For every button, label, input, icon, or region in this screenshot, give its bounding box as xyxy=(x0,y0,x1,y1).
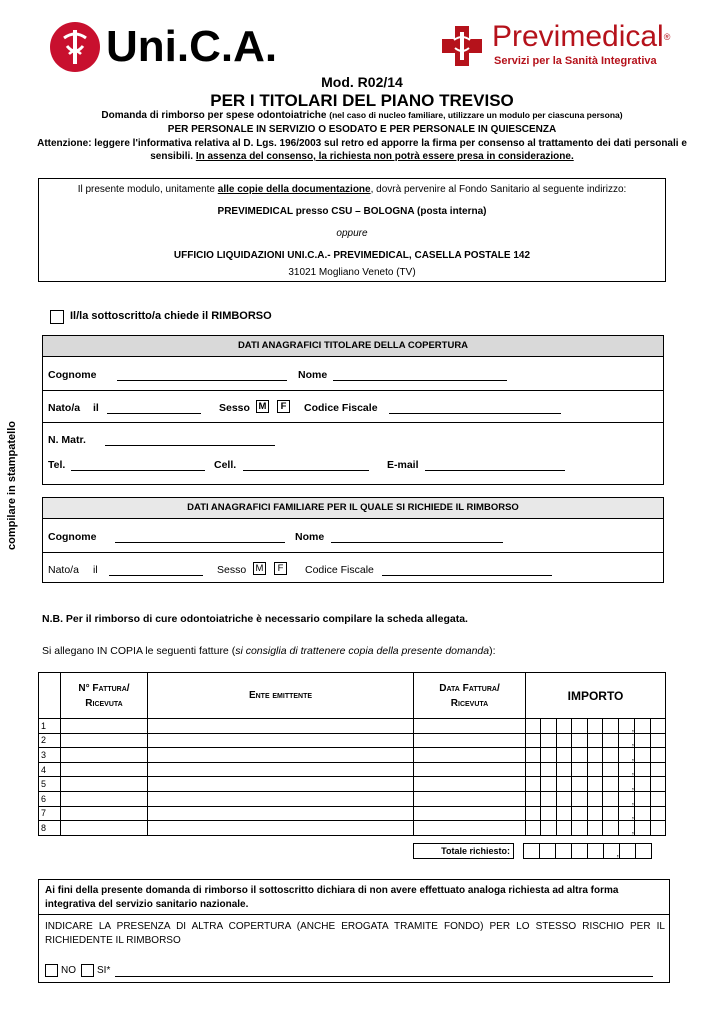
table-row xyxy=(39,762,666,777)
family-sex-m-box[interactable]: M xyxy=(253,562,266,575)
amount-digit[interactable] xyxy=(572,719,587,734)
holder-matr-field[interactable] xyxy=(105,445,275,446)
address-box xyxy=(38,178,666,282)
invoice-number-cell[interactable] xyxy=(61,748,148,763)
page-title: PER I TITOLARI DEL PIANO TREVISO xyxy=(210,91,514,110)
amount-digit[interactable] xyxy=(526,719,541,734)
amount-digit[interactable] xyxy=(603,806,618,821)
amount-digit[interactable] xyxy=(541,733,556,748)
amount-digit[interactable] xyxy=(603,733,618,748)
total-digit[interactable] xyxy=(540,844,556,859)
privacy-warning: Attenzione: leggere l'informativa relativa al D. Lgs. 196/2003 sul retro ed apporre la firma per consenso al trattamento dei dati personali e sensibili. In assenza del consenso, la richiesta non potrà essere presa in considerazione. xyxy=(37,138,687,162)
amount-digit[interactable] xyxy=(541,821,556,836)
invoice-date-cell[interactable] xyxy=(414,777,526,792)
amount-digit[interactable] xyxy=(526,806,541,821)
amount-digit[interactable] xyxy=(587,777,602,792)
other-coverage-text: INDICARE LA PRESENZA DI ALTRA COPERTURA (ANCHE EROGATA TRAMITE FONDO) PER LO STESSO RISCHIO PER IL RICHIEDENTE IL RIMBORSO xyxy=(45,921,665,946)
holder-tel-label: Tel. xyxy=(48,459,66,471)
invoice-date-cell[interactable] xyxy=(414,748,526,763)
total-digit[interactable] xyxy=(588,844,604,859)
ente-cell[interactable] xyxy=(148,821,414,836)
family-sesso-label: Sesso xyxy=(217,564,247,576)
table-row xyxy=(39,777,666,792)
amount-digit[interactable] xyxy=(635,806,650,821)
table-row xyxy=(39,821,666,836)
table-row xyxy=(39,791,666,806)
family-sex-f-box[interactable]: F xyxy=(274,562,287,575)
holder-cf-label: Codice Fiscale xyxy=(304,402,378,414)
invoice-number-cell[interactable] xyxy=(61,821,148,836)
invoice-date-cell[interactable] xyxy=(414,821,526,836)
address-intro: Il presente modulo, unitamente alle copie della documentazione, dovrà pervenire al Fondo Sanitario al seguente indirizzo: xyxy=(77,184,627,195)
amount-digit[interactable] xyxy=(650,821,665,836)
amount-comma: , xyxy=(618,733,634,748)
amount-digit[interactable] xyxy=(587,719,602,734)
amount-comma: , xyxy=(618,777,634,792)
holder-cognome-field[interactable] xyxy=(117,380,287,381)
family-nome-field[interactable] xyxy=(331,542,503,543)
ente-cell[interactable] xyxy=(148,806,414,821)
amount-digit[interactable] xyxy=(635,821,650,836)
module-code: Mod. R02/14 xyxy=(321,74,403,90)
holder-nome-field[interactable] xyxy=(333,380,507,381)
previmedical-logo xyxy=(442,20,682,72)
amount-digit[interactable] xyxy=(556,719,571,734)
subtitle-personnel: PER PERSONALE IN SERVIZIO O ESODATO E PER PERSONALE IN QUIESCENZA xyxy=(167,124,557,135)
ente-cell[interactable] xyxy=(148,762,414,777)
amount-digit[interactable] xyxy=(635,777,650,792)
amount-digit[interactable] xyxy=(635,791,650,806)
amount-digit[interactable] xyxy=(587,791,602,806)
family-section xyxy=(42,497,664,583)
holder-tel-field[interactable] xyxy=(71,470,205,471)
caduceus-icon xyxy=(50,22,100,72)
amount-digit[interactable] xyxy=(572,748,587,763)
ente-cell[interactable] xyxy=(148,791,414,806)
amount-digit[interactable] xyxy=(603,748,618,763)
amount-digit[interactable] xyxy=(541,791,556,806)
total-decimal[interactable] xyxy=(620,844,636,859)
row-number: 3 xyxy=(39,748,61,763)
vertical-stampatello-label: compilare in stampatello xyxy=(6,421,18,550)
row-number: 8 xyxy=(39,821,61,836)
amount-digit[interactable] xyxy=(603,719,618,734)
amount-digit[interactable] xyxy=(572,733,587,748)
holder-email-label: E-mail xyxy=(387,459,419,471)
holder-nome-label: Nome xyxy=(298,369,328,381)
amount-digit[interactable] xyxy=(650,748,665,763)
amount-digit[interactable] xyxy=(587,762,602,777)
si-details-field[interactable] xyxy=(115,976,653,977)
amount-digit[interactable] xyxy=(650,806,665,821)
holder-sex-f-box[interactable]: F xyxy=(277,400,290,413)
invoice-date-cell[interactable] xyxy=(414,719,526,734)
amount-digit[interactable] xyxy=(556,791,571,806)
total-decimal[interactable] xyxy=(636,844,652,859)
amount-digit[interactable] xyxy=(572,806,587,821)
amount-digit[interactable] xyxy=(635,748,650,763)
family-cognome-field[interactable] xyxy=(115,542,285,543)
family-birthdate-field[interactable] xyxy=(109,575,203,576)
invoice-number-cell[interactable] xyxy=(61,777,148,792)
amount-digit[interactable] xyxy=(556,821,571,836)
amount-digit[interactable] xyxy=(603,777,618,792)
amount-digit[interactable] xyxy=(556,806,571,821)
amount-digit[interactable] xyxy=(526,748,541,763)
holder-email-field[interactable] xyxy=(425,470,565,471)
amount-digit[interactable] xyxy=(572,821,587,836)
holder-cf-field[interactable] xyxy=(389,413,561,414)
amount-digit[interactable] xyxy=(635,733,650,748)
row-number: 6 xyxy=(39,791,61,806)
declaration-box xyxy=(38,879,670,983)
amount-digit[interactable] xyxy=(603,821,618,836)
total-digit[interactable] xyxy=(524,844,540,859)
subtitle-request: Domanda di rimborso per spese odontoiatriche (nel caso di nucleo familiare, utilizzare un modulo per ciascuna persona) xyxy=(101,110,623,121)
invoice-number-cell[interactable] xyxy=(61,719,148,734)
family-il-label: il xyxy=(93,564,98,576)
family-cf-field[interactable] xyxy=(382,575,552,576)
rimborso-checkbox[interactable] xyxy=(50,310,64,324)
address-city: 31021 Mogliano Veneto (TV) xyxy=(288,267,416,278)
address-ufficio: UFFICIO LIQUIDAZIONI UNI.C.A.- PREVIMEDICAL, CASELLA POSTALE 142 xyxy=(173,250,531,261)
amount-digit[interactable] xyxy=(526,821,541,836)
amount-digit[interactable] xyxy=(541,762,556,777)
ente-cell[interactable] xyxy=(148,719,414,734)
amount-digit[interactable] xyxy=(526,791,541,806)
amount-digit[interactable] xyxy=(556,733,571,748)
col-importo: IMPORTO xyxy=(526,673,666,719)
holder-matr-label: N. Matr. xyxy=(48,434,86,446)
table-row xyxy=(39,733,666,748)
family-section-title: DATI ANAGRAFICI FAMILIARE PER IL QUALE SI RICHIEDE IL RIMBORSO xyxy=(43,498,663,518)
table-row xyxy=(39,806,666,821)
holder-nato-label: Nato/a xyxy=(48,402,81,414)
amount-digit[interactable] xyxy=(603,791,618,806)
col-invoice-date: Data Fattura/ Ricevuta xyxy=(414,673,526,719)
holder-sex-m-box[interactable]: M xyxy=(256,400,269,413)
row-number: 4 xyxy=(39,762,61,777)
invoice-number-cell[interactable] xyxy=(61,733,148,748)
address-oppure: oppure xyxy=(336,228,368,239)
holder-birthdate-field[interactable] xyxy=(107,413,201,414)
ente-cell[interactable] xyxy=(148,748,414,763)
amount-digit[interactable] xyxy=(587,806,602,821)
row-number: 7 xyxy=(39,806,61,821)
total-digit[interactable] xyxy=(556,844,572,859)
amount-digit[interactable] xyxy=(572,777,587,792)
holder-section xyxy=(42,335,664,485)
invoice-number-cell[interactable] xyxy=(61,762,148,777)
amount-digit[interactable] xyxy=(587,821,602,836)
family-nato-label: Nato/a xyxy=(48,564,79,576)
previmedical-cross-icon xyxy=(442,26,482,66)
table-row xyxy=(39,719,666,734)
row-number: 1 xyxy=(39,719,61,734)
total-comma: , xyxy=(604,844,620,859)
amount-digit[interactable] xyxy=(650,733,665,748)
amount-comma: , xyxy=(618,791,634,806)
amount-digit[interactable] xyxy=(572,762,587,777)
declaration-text: Ai fini della presente domanda di rimborso il sottoscritto dichiara di non avere effettuato analoga richiesta ad altra forma integrativa del servizio sanitario nazionale. xyxy=(45,885,619,910)
col-invoice-number: N° Fattura/ Ricevuta xyxy=(61,673,148,719)
ente-cell[interactable] xyxy=(148,733,414,748)
row-number: 5 xyxy=(39,777,61,792)
amount-comma: , xyxy=(618,821,634,836)
unica-wordmark: Uni.C.A. xyxy=(106,22,278,71)
holder-sesso-label: Sesso xyxy=(219,402,250,414)
amount-digit[interactable] xyxy=(556,777,571,792)
amount-digit[interactable] xyxy=(650,762,665,777)
amount-comma: , xyxy=(618,719,634,734)
invoice-date-cell[interactable] xyxy=(414,791,526,806)
amount-comma: , xyxy=(618,748,634,763)
family-nome-label: Nome xyxy=(295,531,325,543)
amount-digit[interactable] xyxy=(587,748,602,763)
amount-digit[interactable] xyxy=(541,719,556,734)
no-label: NO xyxy=(61,965,76,976)
amount-digit[interactable] xyxy=(526,762,541,777)
address-bologna: PREVIMEDICAL presso CSU – BOLOGNA (posta interna) xyxy=(217,206,487,217)
holder-cell-label: Cell. xyxy=(214,459,237,471)
total-row xyxy=(413,843,652,859)
family-cf-label: Codice Fiscale xyxy=(305,564,374,576)
no-checkbox[interactable] xyxy=(45,964,58,977)
family-cognome-label: Cognome xyxy=(48,531,97,543)
amount-digit[interactable] xyxy=(541,748,556,763)
unica-logo xyxy=(50,22,278,72)
holder-cognome-label: Cognome xyxy=(48,369,97,381)
si-checkbox[interactable] xyxy=(81,964,94,977)
invoice-number-cell[interactable] xyxy=(61,806,148,821)
si-label: SI* xyxy=(97,965,111,976)
amount-digit[interactable] xyxy=(650,719,665,734)
table-row xyxy=(39,748,666,763)
amount-digit[interactable] xyxy=(603,762,618,777)
total-label: Totale richiesto: xyxy=(414,844,514,859)
amount-digit[interactable] xyxy=(650,777,665,792)
rimborso-label: Il/la sottoscritto/a chiede il RIMBORSO xyxy=(70,310,272,322)
row-number: 2 xyxy=(39,733,61,748)
total-digit[interactable] xyxy=(572,844,588,859)
amount-digit[interactable] xyxy=(556,748,571,763)
amount-digit[interactable] xyxy=(526,777,541,792)
odontoiatric-note: N.B. Per il rimborso di cure odontoiatriche è necessario compilare la scheda allegata. xyxy=(42,613,468,625)
amount-digit[interactable] xyxy=(526,733,541,748)
amount-digit[interactable] xyxy=(572,791,587,806)
amount-comma: , xyxy=(618,762,634,777)
amount-digit[interactable] xyxy=(556,762,571,777)
amount-digit[interactable] xyxy=(541,777,556,792)
amount-digit[interactable] xyxy=(650,791,665,806)
holder-section-title: DATI ANAGRAFICI TITOLARE DELLA COPERTURA xyxy=(43,336,663,356)
amount-digit[interactable] xyxy=(635,762,650,777)
invoice-table xyxy=(38,672,666,836)
previmedical-tagline: Servizi per la Sanità Integrativa xyxy=(494,55,657,67)
ente-cell[interactable] xyxy=(148,777,414,792)
amount-digit[interactable] xyxy=(541,806,556,821)
holder-cell-field[interactable] xyxy=(243,470,369,471)
col-ente: Ente emittente xyxy=(148,673,414,719)
holder-il-label: il xyxy=(93,402,99,414)
amount-digit[interactable] xyxy=(587,733,602,748)
invoice-date-cell[interactable] xyxy=(414,733,526,748)
invoice-date-cell[interactable] xyxy=(414,806,526,821)
invoice-date-cell[interactable] xyxy=(414,762,526,777)
amount-comma: , xyxy=(618,806,634,821)
invoice-number-cell[interactable] xyxy=(61,791,148,806)
attachments-note: Si allegano IN COPIA le seguenti fatture (si consiglia di trattenere copia della presente domanda): xyxy=(42,645,496,657)
previmedical-wordmark: Previmedical® xyxy=(492,20,671,53)
amount-digit[interactable] xyxy=(635,719,650,734)
